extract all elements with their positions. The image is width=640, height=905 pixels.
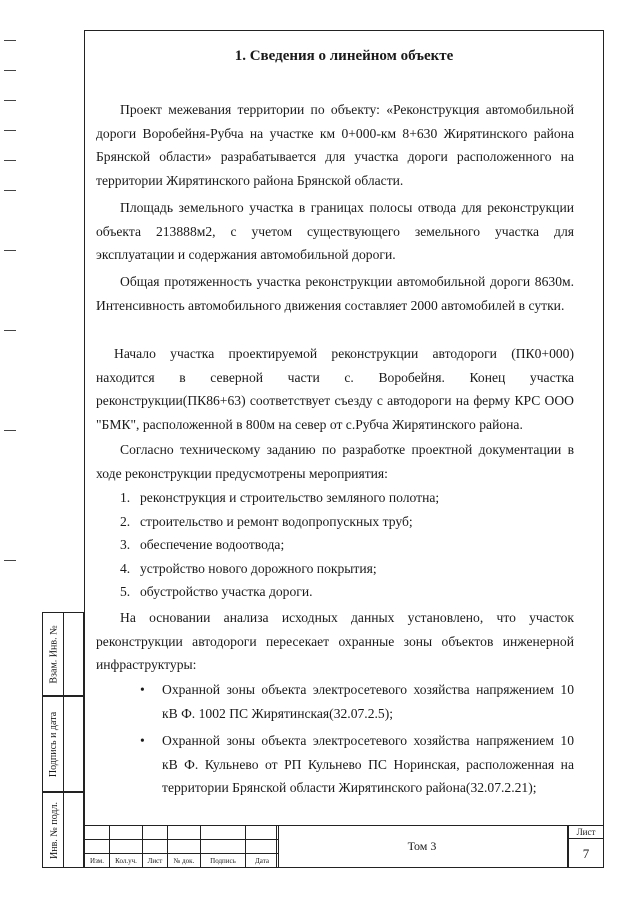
side-stamp-inv [42,792,84,868]
col-doc: № док. [168,854,201,868]
list-item: 1. реконструкция и строительство земляного полотна; [120,490,440,505]
col-podpis: Подпись [201,854,246,868]
side-stamp-inv-label: Инв. № подл. [48,801,60,859]
side-stamp-vzam [42,612,84,696]
list-item: • Охранной зоны объекта электросетевого хозяйства напряжением 10 кВ Ф. Кульнево от РП Кульнево ПС Норинская, расположенная на территории Брянской области Жирятинского района(32.07.2.21); [140,733,574,795]
paragraph-assignment: Согласно техническому заданию по разработке проектной документации в ходе реконструкции предусмотрены мероприятия: [96,442,574,481]
paragraph-length: Общая протяженность участка реконструкции автомобильной дороги 8630м. Интенсивность автомобильного движения составляет 2000 автомобилей в сутки. [96,274,574,313]
sheet-number: 7 [582,846,590,861]
col-list: Лист [143,854,168,868]
paragraph-project: Проект межевания территории по объекту: «Реконструкция автомобильной дороги Воробейня-Рубча на участке км 0+000-км 8+630 Жирятинского района Брянской области» разрабатывается для участка дороги расположенного на территории Жирятинского района Брянской области. [96,102,574,188]
title-block [84,825,604,868]
paragraph-analysis: На основании анализа исходных данных установлено, что участок реконструкции автодороги пересекает охранные зоны объектов инженерной инфраструктуры: [96,610,574,672]
volume-label: Том 3 [276,825,568,868]
col-izm: Изм. [85,854,110,868]
revision-table [84,825,279,868]
zones-list [140,678,574,804]
side-stamp-podpis [42,696,84,792]
col-data: Дата [246,854,279,868]
list-item: 2. строительство и ремонт водопропускных труб; [120,513,413,529]
col-kolvo: Кол.уч. [110,854,143,868]
measures-list [120,486,574,604]
list-item: 4. устройство нового дорожного покрытия; [120,560,377,576]
side-stamp-vzam-label: Взам. Инв. № [48,624,60,684]
sheet-label: Лист [569,826,603,839]
section-heading: 1. Сведения о линейном объекте [234,48,454,64]
side-stamp-podpis-label: Подпись и дата [48,711,60,777]
sheet-cell [568,825,604,868]
list-item: • Охранной зоны объекта электросетевого хозяйства напряжением 10 кВ Ф. 1002 ПС Жирятинская(32.07.2.5); [140,682,574,721]
list-item: 3. обеспечение водоотвода; [120,537,285,552]
paragraph-area: Площадь земельного участка в границах полосы отвода для реконструкции объекта 213888м2, с учетом существующего земельного участка для эксплуатации и содержания автомобильной дороги. [96,200,574,262]
paragraph-start-end: Начало участка проектируемой реконструкции автодороги (ПК0+000) находится в северной части с. Воробейня. Конец участка реконструкции(ПК86+63) соответствует съезду с автодороги на ферму КРС ООО "БМК", расположенной в 800м на север от с.Рубча Жирятинского района. [96,346,574,432]
list-item: 5. обустройство участка дороги. [120,584,313,599]
